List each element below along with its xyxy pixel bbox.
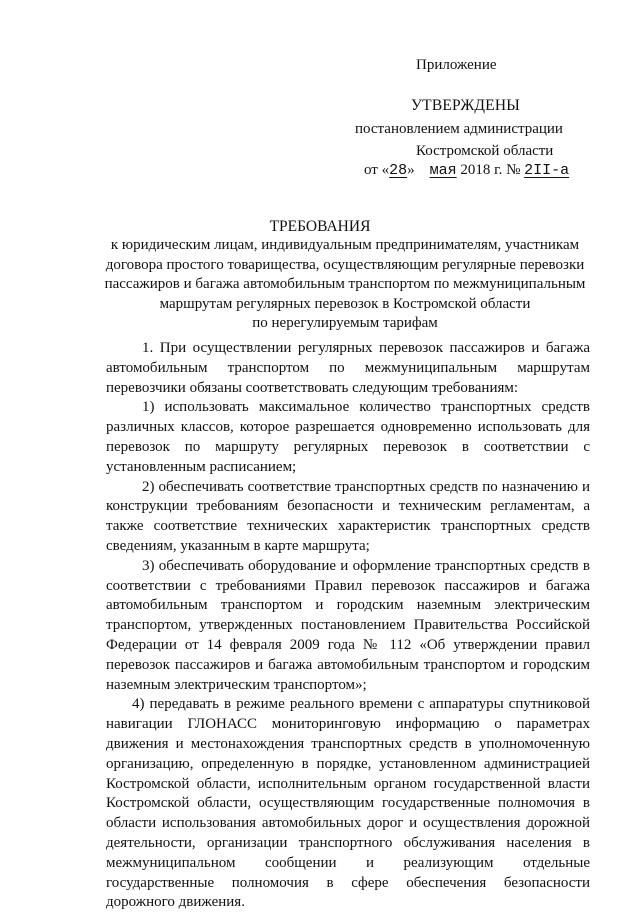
text-line: установленным расписанием; xyxy=(106,458,297,475)
text-line: навигации ГЛОНАСС мониторинговую информацию о параметрах xyxy=(106,716,590,733)
document-body xyxy=(106,339,590,913)
text-line: конструкции требованиям безопасности и техническим регламентам, а xyxy=(106,498,590,515)
approval-date-line xyxy=(364,162,569,179)
paragraph-3 xyxy=(106,478,590,557)
text-line: организацию, определенную в порядке, установленном администрацией xyxy=(106,755,590,772)
subtitle-line: пассажиров и багажа автомобильным транспортом по межмуниципальным xyxy=(104,276,586,292)
paragraph-4 xyxy=(106,557,590,696)
text-line: Костромской области, исполнительным органом государственной власти xyxy=(106,775,590,792)
text-line: государственные полномочия в сфере обеспечения безопасности xyxy=(106,874,590,891)
document-subtitle xyxy=(90,236,600,334)
text-line: различных классов, которое разрешается одновременно использовать для xyxy=(106,419,590,436)
text-line: также соответствие технических характеристик транспортных средств xyxy=(106,518,590,535)
text-line: области использования автомобильных дорог и осуществления дорожной xyxy=(106,815,590,832)
text-line: движения и местонахождения транспортных средств в уполномоченную xyxy=(106,735,590,752)
text-line: Костромской области, осуществляющим государственные полномочия в xyxy=(106,795,590,812)
text-line: транспортом, утвержденных постановлением Правительства Российской xyxy=(106,617,590,634)
text-line: 4) передавать в режиме реального времени с аппаратуры спутниковой xyxy=(132,696,590,713)
approved-heading: УТВЕРЖДЕНЫ xyxy=(411,97,520,114)
text-line: дорожного движения. xyxy=(106,894,245,911)
text-line: 2) обеспечивать соответствие транспортных средств по назначению и xyxy=(142,478,590,495)
text-line: наземным электрическим транспортом»; xyxy=(106,676,367,693)
region-line: Костромской области xyxy=(416,143,554,159)
text-line: сведениям, указанным в карте маршрута; xyxy=(106,537,370,554)
text-line: соответствии с требованиями Правил перевозок пассажиров и багажа xyxy=(106,577,590,594)
text-line: перевозок пассажиров и багажа автомобильным транспортом и городским xyxy=(106,656,590,673)
appendix-label: Приложение xyxy=(416,57,497,73)
text-line: деятельности, организации транспортного обслуживания населения в xyxy=(106,834,590,851)
date-mid: » xyxy=(407,162,415,178)
subtitle-line: к юридическим лицам, индивидуальным предпринимателям, участникам xyxy=(110,237,580,253)
date-year: 2018 г. № xyxy=(460,162,521,178)
subtitle-line: договора простого товарищества, осуществляющим регулярные перевозки xyxy=(105,256,585,273)
approved-by-line: постановлением администрации xyxy=(355,121,563,137)
text-line: Федерации от 14 февраля 2009 года № 112 «Об утверждении правил xyxy=(106,636,590,653)
paragraph-1 xyxy=(106,339,590,398)
text-line: автомобильным транспортом и городским наземным электрическим xyxy=(106,597,590,614)
paragraph-5 xyxy=(106,695,590,913)
text-line: перевозок по маршруту регулярных перевозок в соответствии с xyxy=(106,438,590,455)
date-prefix: от « xyxy=(364,162,390,178)
text-line: перевозчики обязаны соответствовать следующим требованиям: xyxy=(106,379,519,396)
text-line: межмуниципальном сообщении и реализующим отдельные xyxy=(106,854,590,871)
date-month: мая xyxy=(429,162,457,179)
text-line: 3) обеспечивать оборудование и оформление транспортных средств в xyxy=(142,557,590,574)
subtitle-line: по нерегулируемым тарифам xyxy=(252,315,438,331)
text-line: автомобильным транспортом по межмуниципальным маршрутам xyxy=(106,359,590,376)
subtitle-line: маршрутам регулярных перевозок в Костромской области xyxy=(159,295,531,312)
text-line: 1. При осуществлении регулярных перевозок пассажиров и багажа xyxy=(142,340,590,356)
text-line: 1) использовать максимальное количество транспортных средств xyxy=(142,399,590,416)
document-number: 2II-а xyxy=(524,162,570,179)
date-day: 28 xyxy=(389,162,408,179)
document-title: ТРЕБОВАНИЯ xyxy=(269,218,371,235)
paragraph-2 xyxy=(106,398,590,477)
